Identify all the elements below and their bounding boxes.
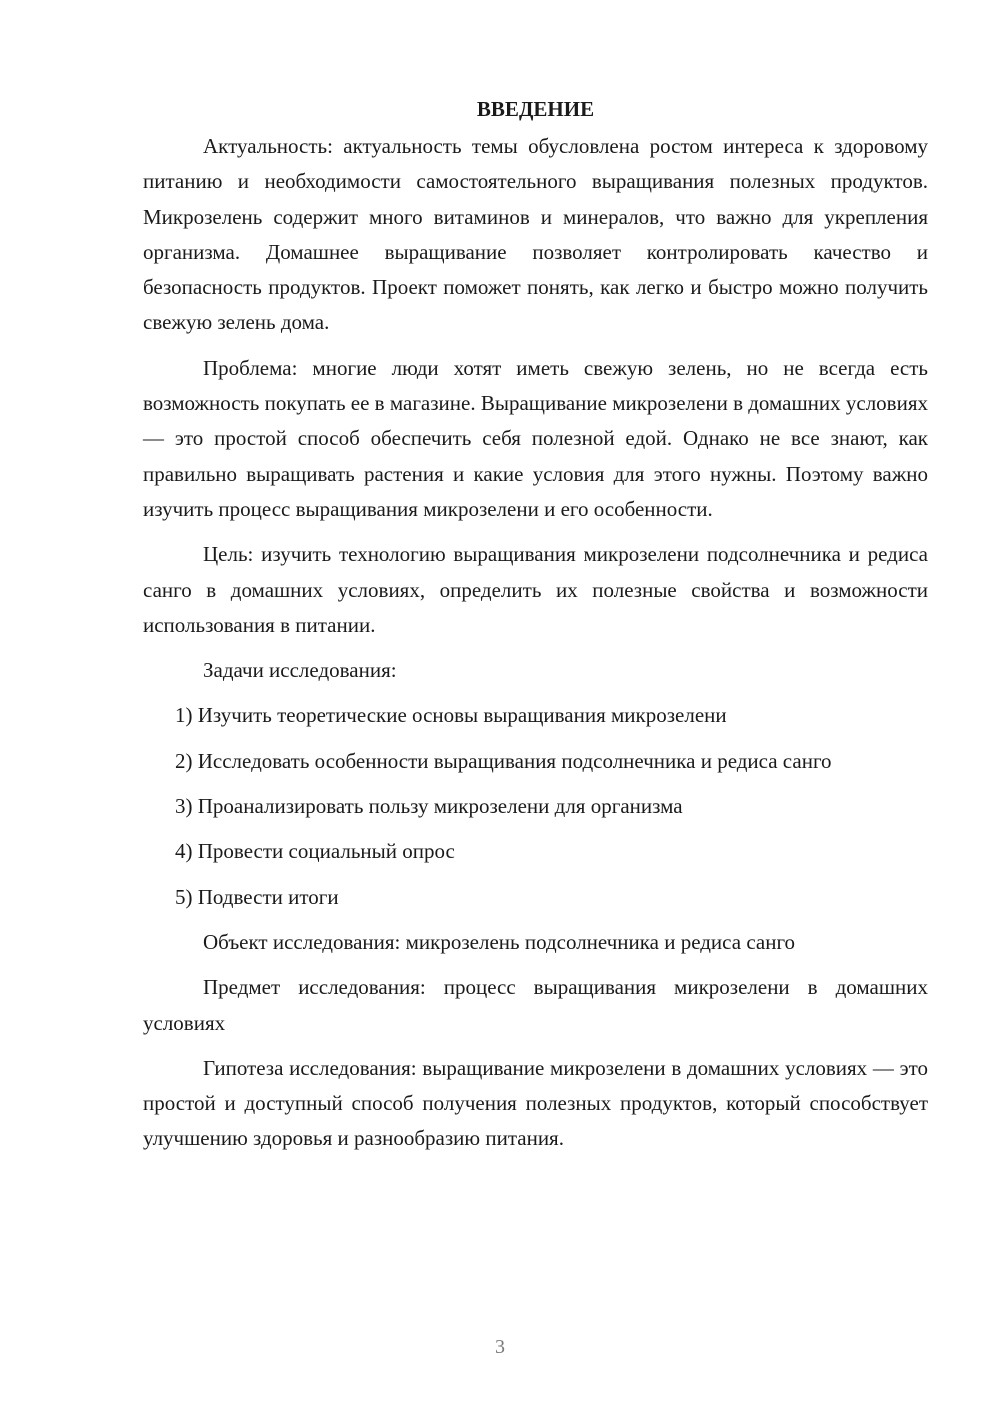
page-number: 3 xyxy=(495,1336,505,1358)
task-item-5: 5) Подвести итоги xyxy=(175,884,339,909)
document-page xyxy=(143,92,928,1167)
paragraph-hypothesis: Гипотеза исследования: выращивание микрозелени в домашних условиях — это простой и доступный способ получения полезных продуктов, который способствует улучшению здоровья и разнообразию питания. xyxy=(143,1055,928,1151)
paragraph-goal: Цель: изучить технологию выращивания микрозелени подсолнечника и редиса санго в домашних условиях, определить их полезные свойства и возможности использования в питании. xyxy=(143,542,928,637)
paragraph-object: Объект исследования: микрозелень подсолнечника и редиса санго xyxy=(203,929,796,954)
paragraph-tasks-heading: Задачи исследования: xyxy=(203,658,397,683)
paragraph-problem: Проблема: многие люди хотят иметь свежую зелень, но не всегда есть возможность покупать ее в магазине. Выращивание микрозелени в домашних условиях — это простой способ обеспечить себя полезной едой. Однако не все знают, как правильно выращивать растения и какие условия для этого нужны. Поэтому важно изучить процесс выращивания микрозелени и его особенности. xyxy=(143,355,928,521)
task-item-3: 3) Проанализировать пользу микрозелени для организма xyxy=(175,794,683,819)
paragraph-relevance: Актуальность: актуальность темы обусловлена ростом интереса к здоровому питанию и необходимости самостоятельного выращивания полезных продуктов. Микрозелень содержит много витаминов и минералов, что важно для укрепления организма. Домашнее выращивание позволяет контролировать качество и безопасность продуктов. Проект поможет понять, как легко и быстро можно получить свежую зелень дома. xyxy=(143,134,928,335)
paragraph-subject: Предмет исследования: процесс выращивания микрозелени в домашних условиях xyxy=(143,975,928,1035)
task-item-1: 1) Изучить теоретические основы выращивания микрозелени xyxy=(175,703,727,728)
task-item-4: 4) Провести социальный опрос xyxy=(175,839,455,864)
section-title: ВВЕДЕНИЕ xyxy=(476,97,595,121)
task-item-2: 2) Исследовать особенности выращивания подсолнечника и редиса санго xyxy=(175,748,832,773)
